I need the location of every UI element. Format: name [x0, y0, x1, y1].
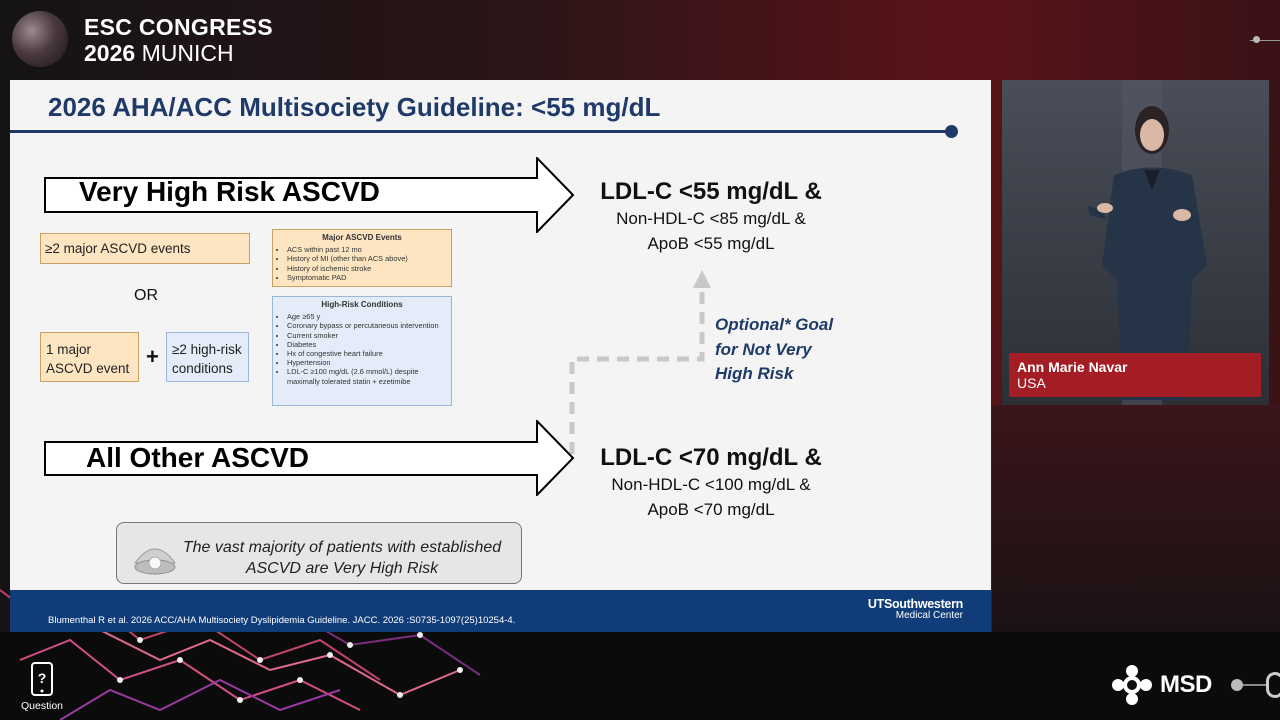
high-risk-title: High-Risk Conditions — [321, 300, 403, 309]
optional-goal-connector — [562, 266, 722, 456]
institution-line1: UTSouthwestern — [867, 597, 963, 611]
high-risk-item: • Current smoker — [287, 331, 445, 340]
major-events-list — [279, 245, 445, 282]
criterion-two-major-events-text: ≥2 major ASCVD events — [45, 241, 191, 256]
institution-line2: Medical Center — [895, 610, 963, 621]
high-risk-conditions-box — [272, 296, 452, 406]
major-ascvd-events-box — [272, 229, 452, 287]
or-text: OR — [134, 287, 158, 304]
title-rule-dot — [945, 125, 958, 138]
question-button[interactable] — [14, 660, 70, 716]
very-high-risk-label: Very High Risk ASCVD — [79, 176, 380, 207]
goal-vhr-ldl: LDL-C <55 mg/dL & — [600, 178, 822, 205]
callout-box — [116, 522, 522, 584]
goal-all-other — [576, 444, 846, 522]
bottom-right-ring — [1266, 672, 1280, 698]
criterion-high-risk-line2: conditions — [172, 361, 233, 376]
phone-question-icon — [14, 660, 70, 700]
goal-vhr-nonhdl: Non-HDL-C <85 mg/dL & — [616, 209, 806, 228]
goal-very-high-risk — [576, 178, 846, 256]
goal-other-apob: ApoB <70 mg/dL — [647, 500, 775, 519]
goal-other-ldl: LDL-C <70 mg/dL & — [600, 444, 822, 471]
optional-goal-text — [715, 313, 833, 387]
all-other-label: All Other ASCVD — [86, 442, 309, 473]
sponsor-logo — [1112, 665, 1222, 705]
criterion-high-risk-line1: ≥2 high-risk — [172, 342, 242, 357]
bottom-right-dot — [1231, 679, 1243, 691]
speaker-name: Ann Marie Navar — [1017, 359, 1128, 375]
optional-goal-line1: Optional* Goal — [715, 315, 834, 334]
brand-city: MUNICH — [141, 40, 234, 66]
congress-brand — [84, 14, 273, 66]
sponsor-name: MSD — [1160, 671, 1212, 698]
callout-line1: The vast majority of patients with established — [182, 539, 502, 556]
high-risk-item: • Coronary bypass or percutaneous intervention — [287, 321, 445, 330]
goal-other-nonhdl: Non-HDL-C <100 mg/dL & — [611, 475, 811, 494]
major-event-item: • ACS within past 12 mo — [287, 245, 445, 254]
plus-sign: + — [146, 344, 159, 369]
major-event-item: • History of MI (other than ACS above) — [287, 254, 445, 263]
callout-line2: ASCVD are Very High Risk — [245, 560, 439, 577]
speaker-country: USA — [1017, 375, 1046, 391]
brand-year: 2026 — [84, 40, 136, 66]
high-risk-item: • Hx of congestive heart failure — [287, 349, 445, 358]
title-rule — [10, 130, 952, 133]
criterion-one-major-event — [40, 332, 139, 382]
brand-line1: ESC CONGRESS — [84, 14, 273, 40]
bottom-right-line — [1243, 684, 1268, 686]
right-background — [992, 405, 1280, 632]
msd-logo-icon — [1112, 665, 1152, 705]
major-event-item: • Symptomatic PAD — [287, 273, 445, 282]
criterion-high-risk-conditions — [166, 332, 249, 382]
high-risk-item: • LDL-C ≥100 mg/dL (2.6 mmol/L) despite maximally tolerated statin + ezetimibe — [287, 367, 445, 385]
speaker-name-tag — [1009, 353, 1261, 397]
criterion-one-major-line2: ASCVD event — [46, 361, 130, 376]
high-risk-item: • Diabetes — [287, 340, 445, 349]
institution-logo — [868, 598, 963, 622]
brand-line2 — [84, 40, 273, 66]
high-risk-list — [279, 312, 445, 386]
high-risk-item: • Age ≥65 y — [287, 312, 445, 321]
goal-vhr-apob: ApoB <55 mg/dL — [647, 234, 775, 253]
svg-text:?: ? — [37, 670, 47, 686]
congress-globe-logo — [12, 11, 68, 67]
slide-title: 2026 AHA/ACC Multisociety Guideline: <55 mg/dL — [48, 92, 661, 122]
criterion-one-major-line1: 1 major — [46, 342, 92, 357]
callout-text — [157, 537, 527, 579]
criterion-two-major-events — [40, 233, 250, 264]
question-label: Question — [20, 700, 64, 712]
presentation-slide — [10, 80, 991, 632]
citation: Blumenthal R et al. 2026 ACC/AHA Multisociety Dyslipidemia Guideline. JACC. 2026 :S0735-1097(25)10254-4. — [48, 615, 516, 626]
major-events-title: Major ASCVD Events — [322, 233, 402, 242]
slide-footer — [10, 590, 991, 632]
high-risk-item: • Hypertension — [287, 358, 445, 367]
top-right-dot — [1253, 36, 1260, 43]
optional-goal-line3: High Risk — [715, 364, 794, 383]
major-event-item: • History of ischemic stroke — [287, 264, 445, 273]
optional-goal-line2: for Not Very — [715, 339, 812, 359]
